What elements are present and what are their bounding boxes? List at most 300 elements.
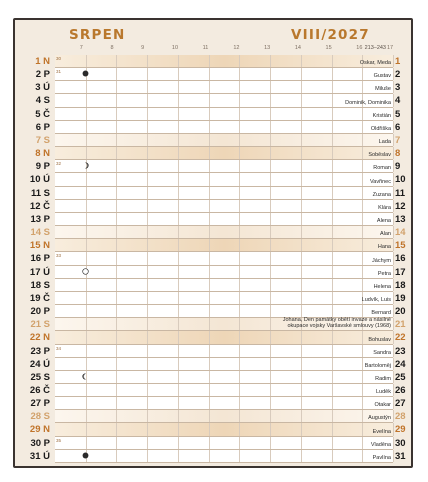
hour-gridline (301, 239, 302, 251)
hour-gridline (178, 266, 179, 278)
hour-gridline (86, 410, 87, 422)
hour-gridline (116, 266, 117, 278)
hour-gridline (116, 358, 117, 370)
day-label: 25 S (30, 371, 50, 383)
hour-gridline (270, 318, 271, 330)
hour-gridline (209, 239, 210, 251)
day-schedule-cell[interactable] (55, 397, 393, 410)
hour-gridline (362, 147, 363, 159)
day-schedule-cell[interactable] (55, 266, 393, 279)
day-schedule-cell[interactable] (55, 226, 393, 239)
hour-gridline (147, 121, 148, 133)
day-row[interactable] (19, 279, 409, 292)
day-label: 15 N (29, 240, 50, 252)
day-number-right: 6 (395, 121, 401, 133)
hour-gridline (147, 147, 148, 159)
hour-gridline (86, 292, 87, 304)
day-schedule-cell[interactable] (55, 345, 393, 358)
hour-gridline (270, 68, 271, 80)
hour-gridline (301, 279, 302, 291)
day-schedule-cell[interactable] (55, 450, 393, 463)
hour-gridline (209, 358, 210, 370)
name-day: Bartoloměj (364, 362, 391, 369)
day-number-right: 15 (395, 240, 406, 252)
day-number-right: 12 (395, 200, 406, 212)
name-day: Petra (377, 270, 391, 277)
day-row[interactable] (19, 292, 409, 305)
hour-gridline (116, 305, 117, 317)
day-schedule-cell[interactable] (55, 187, 393, 200)
day-schedule-cell[interactable] (55, 292, 393, 305)
hour-gridline (209, 305, 210, 317)
hour-gridline (362, 187, 363, 199)
day-schedule-cell[interactable] (55, 81, 393, 94)
week-number: 34 (56, 345, 62, 351)
hour-gridline (116, 108, 117, 120)
day-number-right: 17 (395, 266, 406, 278)
hour-gridline (178, 94, 179, 106)
name-day: Ludvík, Luis (361, 297, 391, 304)
day-schedule-cell[interactable] (55, 94, 393, 107)
day-row[interactable] (19, 213, 409, 226)
hour-gridline (270, 371, 271, 383)
hour-gridline (362, 345, 363, 357)
day-label: 18 S (30, 279, 50, 291)
day-row[interactable] (19, 423, 409, 436)
hour-gridline (147, 213, 148, 225)
hour-gridline (270, 94, 271, 106)
day-number-right: 20 (395, 306, 406, 318)
day-row[interactable] (19, 450, 409, 463)
day-row[interactable] (19, 331, 409, 344)
day-schedule-cell[interactable] (55, 305, 393, 318)
hour-gridline (301, 266, 302, 278)
hour-gridline (116, 252, 117, 264)
day-row[interactable] (19, 345, 409, 358)
day-label: 19 Č (29, 292, 50, 304)
hour-gridline (301, 108, 302, 120)
hour-gridline (362, 68, 363, 80)
last-quarter-moon-icon (82, 373, 90, 381)
hour-gridline (209, 410, 210, 422)
hour-gridline (209, 160, 210, 172)
hour-gridline (362, 252, 363, 264)
day-schedule-cell[interactable] (55, 68, 393, 81)
hour-gridline (270, 239, 271, 251)
hour-gridline (332, 68, 333, 80)
hour-gridline (362, 410, 363, 422)
hour-gridline (178, 437, 179, 449)
hour-gridline (178, 81, 179, 93)
day-number-right: 1 (395, 56, 401, 67)
hour-gridline (362, 81, 363, 93)
day-label: 23 P (30, 345, 50, 357)
day-label: 4 S (35, 95, 50, 107)
day-row[interactable] (19, 55, 409, 68)
hour-gridline (147, 81, 148, 93)
day-row[interactable] (19, 94, 409, 107)
hour-gridline (178, 397, 179, 409)
day-schedule-cell[interactable] (55, 437, 393, 450)
day-row[interactable] (19, 68, 409, 81)
day-row[interactable] (19, 160, 409, 173)
hour-gridline (239, 305, 240, 317)
day-row[interactable] (19, 108, 409, 121)
hour-gridline (270, 226, 271, 238)
name-day: Lada (378, 139, 391, 146)
hour-gridline (301, 94, 302, 106)
hour-gridline (270, 266, 271, 278)
hour-gridline (147, 397, 148, 409)
name-day: Hana (377, 244, 391, 251)
day-label: 6 P (35, 121, 50, 133)
hour-gridline (178, 292, 179, 304)
hour-gridline (301, 55, 302, 67)
week-number: 31 (56, 69, 62, 75)
hour-gridline (209, 331, 210, 343)
hour-gridline (116, 68, 117, 80)
hour-gridline (178, 213, 179, 225)
hour-gridline (178, 305, 179, 317)
hour-gridline (332, 81, 333, 93)
hour-gridline (301, 81, 302, 93)
hour-gridline (86, 239, 87, 251)
hour-gridline (178, 173, 179, 185)
hour-gridline (270, 200, 271, 212)
day-number-right: 10 (395, 174, 406, 186)
day-row[interactable] (19, 252, 409, 265)
day-label: 17 Ú (29, 266, 50, 278)
hour-gridline (178, 371, 179, 383)
hour-gridline (147, 292, 148, 304)
hour-gridline (147, 331, 148, 343)
day-row[interactable] (19, 305, 409, 318)
name-day: Johana, Den památky obětí invaze a násilné okupace vojsky Varšavské smlouvy (1968) (282, 317, 391, 330)
hour-gridline (301, 345, 302, 357)
hour-gridline (178, 358, 179, 370)
name-day: Gustav (373, 73, 391, 80)
hour-gridline (301, 68, 302, 80)
hour-gridline (116, 384, 117, 396)
day-row[interactable] (19, 121, 409, 134)
hour-gridline (362, 200, 363, 212)
hour-label: 10 (171, 45, 179, 51)
day-schedule-cell[interactable] (55, 423, 393, 436)
hour-gridline (116, 423, 117, 435)
day-schedule-cell[interactable] (55, 331, 393, 344)
hour-gridline (270, 345, 271, 357)
hour-gridline (270, 252, 271, 264)
week-number: 35 (56, 437, 62, 443)
hour-gridline (209, 200, 210, 212)
new-moon-icon (82, 452, 90, 460)
hour-gridline (270, 55, 271, 67)
day-schedule-cell[interactable] (55, 384, 393, 397)
hour-gridline (301, 384, 302, 396)
name-day: Bernard (371, 310, 391, 317)
hour-gridline (86, 252, 87, 264)
day-schedule-cell[interactable] (55, 160, 393, 173)
day-label: 3 Ú (35, 82, 50, 94)
hour-gridline (178, 423, 179, 435)
day-schedule-cell[interactable] (55, 358, 393, 371)
day-row[interactable] (19, 410, 409, 423)
hour-gridline (239, 410, 240, 422)
hour-gridline (209, 134, 210, 146)
hour-gridline (86, 384, 87, 396)
name-day: Augustýn (368, 415, 391, 422)
day-grid (19, 55, 409, 463)
hour-gridline (301, 437, 302, 449)
hour-gridline (147, 68, 148, 80)
hour-gridline (332, 384, 333, 396)
week-number: 30 (56, 56, 62, 61)
day-row[interactable] (19, 384, 409, 397)
day-label: 7 S (35, 134, 50, 146)
hour-gridline (147, 371, 148, 383)
month-title: SRPEN (69, 27, 126, 43)
hour-label: 11 (202, 45, 209, 51)
hour-gridline (362, 266, 363, 278)
day-row[interactable] (19, 147, 409, 160)
hour-gridline (147, 318, 148, 330)
day-number-right: 18 (395, 279, 406, 291)
hour-gridline (239, 384, 240, 396)
hour-gridline (239, 423, 240, 435)
day-row[interactable] (19, 239, 409, 252)
hour-gridline (86, 147, 87, 159)
day-number-right: 14 (395, 227, 406, 239)
hour-gridline (209, 450, 210, 462)
hour-gridline (147, 187, 148, 199)
hour-gridline (239, 331, 240, 343)
hour-gridline (209, 187, 210, 199)
hour-gridline (209, 173, 210, 185)
hour-gridline (116, 173, 117, 185)
day-number-right: 25 (395, 371, 406, 383)
day-label: 22 N (29, 332, 50, 344)
name-day: Kristián (372, 112, 391, 119)
hour-gridline (86, 187, 87, 199)
day-schedule-cell[interactable] (55, 239, 393, 252)
day-schedule-cell[interactable] (55, 279, 393, 292)
hour-gridline (178, 318, 179, 330)
hour-gridline (301, 187, 302, 199)
hour-gridline (362, 121, 363, 133)
hour-gridline (332, 358, 333, 370)
hour-gridline (362, 437, 363, 449)
name-day: Klára (378, 204, 391, 211)
hour-gridline (332, 450, 333, 462)
hour-gridline (362, 331, 363, 343)
day-row[interactable] (19, 173, 409, 186)
day-label: 13 P (30, 213, 50, 225)
hour-gridline (239, 81, 240, 93)
day-row[interactable] (19, 266, 409, 279)
hour-gridline (362, 160, 363, 172)
day-number-right: 24 (395, 358, 406, 370)
hour-gridline (86, 121, 87, 133)
day-row[interactable] (19, 226, 409, 239)
day-of-year-range: 213–243 (364, 45, 386, 51)
hour-gridline (362, 397, 363, 409)
hour-gridline (116, 200, 117, 212)
name-day: Helena (373, 283, 391, 290)
day-row[interactable] (19, 81, 409, 94)
name-day: Soběslav (368, 152, 391, 159)
name-day: Luděk (376, 389, 391, 396)
name-day: Alena (376, 218, 391, 225)
hour-gridline (147, 226, 148, 238)
day-row[interactable] (19, 397, 409, 410)
hour-label: 12 (233, 45, 240, 51)
hour-gridline (147, 252, 148, 264)
day-row[interactable] (19, 437, 409, 450)
hour-gridline (147, 173, 148, 185)
hour-gridline (332, 200, 333, 212)
hour-gridline (209, 94, 210, 106)
hour-gridline (86, 200, 87, 212)
hour-gridline (332, 213, 333, 225)
day-label: 1 N (35, 56, 50, 67)
full-moon-icon (82, 268, 90, 276)
hour-gridline (239, 68, 240, 80)
day-number-right: 9 (395, 161, 401, 173)
hour-gridline (332, 55, 333, 67)
hour-gridline (116, 134, 117, 146)
hour-gridline (209, 81, 210, 93)
hour-gridline (239, 187, 240, 199)
day-schedule-cell[interactable] (55, 173, 393, 186)
day-label: 10 Ú (29, 174, 50, 186)
hour-label: 15 (325, 45, 332, 51)
hour-gridline (209, 318, 210, 330)
hour-gridline (332, 121, 333, 133)
day-number-right: 28 (395, 411, 406, 423)
day-number-right: 16 (395, 253, 406, 265)
day-label: 11 S (30, 187, 50, 199)
hour-gridline (301, 147, 302, 159)
hour-gridline (239, 108, 240, 120)
day-row[interactable] (19, 187, 409, 200)
hour-gridline (332, 252, 333, 264)
day-schedule-cell[interactable] (55, 134, 393, 147)
hour-gridline (116, 55, 117, 67)
hour-gridline (270, 331, 271, 343)
hour-gridline (147, 108, 148, 120)
day-number-right: 29 (395, 424, 406, 436)
day-label: 14 S (30, 227, 50, 239)
hour-gridline (270, 410, 271, 422)
hour-gridline (147, 305, 148, 317)
hour-gridline (86, 108, 87, 120)
hour-gridline (362, 423, 363, 435)
day-label: 20 P (30, 306, 50, 318)
hour-gridline (270, 423, 271, 435)
name-day: Pavlína (372, 454, 391, 461)
day-schedule-cell[interactable] (55, 410, 393, 423)
hour-gridline (147, 239, 148, 251)
hour-gridline (86, 397, 87, 409)
hour-gridline (147, 55, 148, 67)
day-label: 2 P (35, 69, 50, 81)
day-number-right: 7 (395, 134, 401, 146)
name-day: Zuzana (372, 191, 391, 198)
hour-gridline (86, 305, 87, 317)
day-schedule-cell[interactable] (55, 371, 393, 384)
hour-gridline (332, 266, 333, 278)
day-schedule-cell[interactable] (55, 318, 393, 331)
day-schedule-cell[interactable] (55, 55, 393, 68)
day-number-right: 3 (395, 82, 401, 94)
hour-gridline (332, 108, 333, 120)
day-number-right: 22 (395, 332, 406, 344)
day-schedule-cell[interactable] (55, 121, 393, 134)
hour-gridline (239, 226, 240, 238)
name-day: Radim (375, 375, 391, 382)
hour-gridline (116, 187, 117, 199)
day-number-right: 8 (395, 148, 401, 160)
hour-gridline (362, 226, 363, 238)
day-number-right: 27 (395, 398, 406, 410)
hour-gridline (86, 213, 87, 225)
day-schedule-cell[interactable] (55, 252, 393, 265)
hour-gridline (301, 226, 302, 238)
hour-gridline (209, 108, 210, 120)
hour-gridline (178, 68, 179, 80)
hour-gridline (147, 94, 148, 106)
hour-gridline (362, 371, 363, 383)
hour-gridline (86, 94, 87, 106)
hour-gridline (86, 134, 87, 146)
hour-gridline (147, 410, 148, 422)
hour-gridline (147, 450, 148, 462)
day-row[interactable] (19, 318, 409, 331)
hour-gridline (86, 331, 87, 343)
hour-gridline (86, 81, 87, 93)
day-schedule-cell[interactable] (55, 147, 393, 160)
day-label: 29 N (29, 424, 50, 436)
hour-gridline (270, 134, 271, 146)
day-number-right: 13 (395, 213, 406, 225)
hour-gridline (239, 160, 240, 172)
hour-gridline (209, 371, 210, 383)
hour-gridline (209, 266, 210, 278)
hour-gridline (147, 358, 148, 370)
hour-gridline (332, 187, 333, 199)
day-row[interactable] (19, 358, 409, 371)
day-schedule-cell[interactable] (55, 200, 393, 213)
day-schedule-cell[interactable] (55, 108, 393, 121)
hour-gridline (362, 108, 363, 120)
day-row[interactable] (19, 200, 409, 213)
hour-gridline (270, 121, 271, 133)
hour-gridline (301, 160, 302, 172)
day-label: 5 Č (35, 108, 50, 120)
hour-gridline (239, 134, 240, 146)
hour-gridline (209, 345, 210, 357)
hour-gridline (178, 55, 179, 67)
hour-gridline (239, 318, 240, 330)
name-day: Vavřinec (370, 178, 391, 185)
day-row[interactable] (19, 134, 409, 147)
hour-gridline (116, 410, 117, 422)
name-day: Jáchym (372, 257, 391, 264)
hour-gridline (178, 226, 179, 238)
day-schedule-cell[interactable] (55, 213, 393, 226)
hour-gridline (332, 94, 333, 106)
day-row[interactable] (19, 371, 409, 384)
